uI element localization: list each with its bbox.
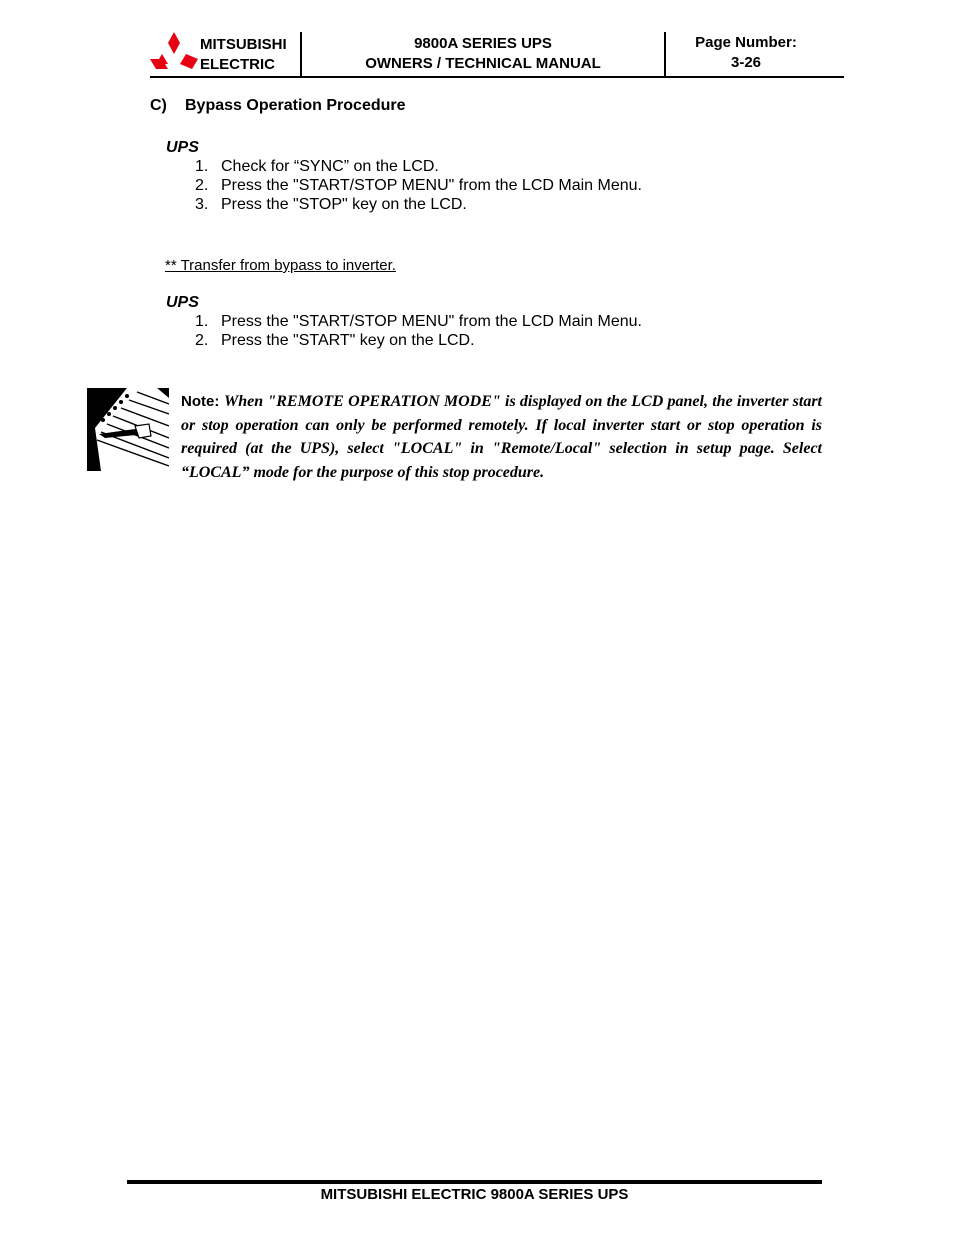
list-item: 3. Press the "STOP" key on the LCD. bbox=[195, 196, 467, 213]
list-item: 2. Press the "START" key on the LCD. bbox=[195, 332, 475, 349]
note-paragraph bbox=[181, 390, 822, 485]
title-line2: OWNERS / TECHNICAL MANUAL bbox=[365, 55, 601, 72]
transfer-note: ** Transfer from bypass to inverter. bbox=[165, 257, 396, 274]
note-text: When "REMOTE OPERATION MODE" is displayed on the LCD panel, the inverter start or stop operation can only be performed remotely. If local inverter start or stop operation is required (at the UPS), select "LOCAL" in "Remote/Local" selection in setup page. Select “LOCAL” mode for the purpose of this stop procedure. bbox=[181, 393, 822, 482]
notebook-pencil-icon bbox=[87, 388, 169, 471]
ups-heading-1: UPS bbox=[166, 139, 199, 156]
brand-name bbox=[200, 35, 287, 75]
page-number-label: Page Number: bbox=[695, 34, 797, 51]
list-item: 1. Check for “SYNC” on the LCD. bbox=[195, 158, 439, 175]
brand-line1: MITSUBISHI bbox=[200, 36, 287, 53]
section-title: Bypass Operation Procedure bbox=[185, 97, 406, 114]
page-number-block bbox=[666, 33, 826, 73]
mitsubishi-logo-icon bbox=[150, 30, 198, 72]
title-line1: 9800A SERIES UPS bbox=[414, 35, 552, 52]
footer-text: MITSUBISHI ELECTRIC 9800A SERIES UPS bbox=[320, 1186, 629, 1203]
note-label: Note: bbox=[181, 393, 220, 410]
section-letter: C) bbox=[150, 97, 167, 114]
list-item: 2. Press the "START/STOP MENU" from the LCD Main Menu. bbox=[195, 177, 642, 194]
step-list-1 bbox=[195, 157, 642, 214]
brand-line2: ELECTRIC bbox=[200, 56, 275, 73]
ups-heading-2: UPS bbox=[166, 294, 199, 311]
document-title bbox=[302, 34, 664, 74]
list-item: 1. Press the "START/STOP MENU" from the LCD Main Menu. bbox=[195, 313, 642, 330]
step-list-2 bbox=[195, 312, 642, 350]
footer-rule bbox=[127, 1180, 822, 1184]
page-number: 3-26 bbox=[730, 54, 762, 71]
header-rule bbox=[150, 76, 844, 78]
section-heading bbox=[150, 96, 406, 116]
